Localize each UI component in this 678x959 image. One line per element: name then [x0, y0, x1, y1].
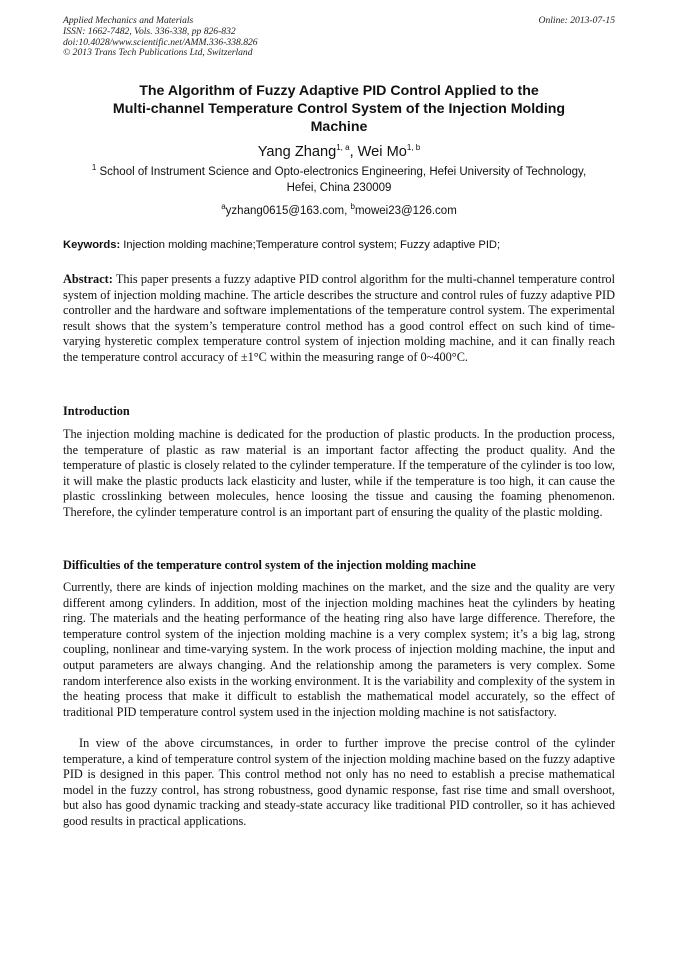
author-emails — [63, 204, 615, 218]
author-separator: , — [349, 144, 358, 160]
email-link[interactable]: yzhang0615@163.com, — [225, 205, 351, 217]
affiliation-superscript: 1 — [91, 163, 97, 173]
section-heading: Difficulties of the temperature control system of the injection molding machine — [63, 558, 476, 572]
author-superscript: 1, b — [406, 143, 421, 153]
affiliation-text: School of Instrument Science and Opto-electronics Engineering, Hefei University of Technology, — [96, 166, 587, 178]
author-name: Wei Mo — [357, 144, 407, 160]
author-superscript: 1, a — [336, 143, 350, 153]
journal-header — [63, 16, 615, 59]
author-name: Yang Zhang — [257, 144, 337, 160]
email-link[interactable]: mowei23@126.com — [354, 205, 457, 217]
paper-title — [63, 82, 615, 136]
keywords-text: Injection molding machine;Temperature control system; Fuzzy adaptive PID; — [120, 239, 501, 251]
paragraph: The injection molding machine is dedicated for the production of plastic products. In the production process, the temperature of plastic as raw material is an important factor affecting the product quality. And the temperature of plastic is closely related to the cylinder temperature. If the temperature of the cylinder is too low, it will make the plastic products lack elasticity and luster, while if the temperature is too high, it can cause the plastic crosslinking between molecules, hence loosing the tissue and causing the foaming phenomenon. Therefore, the cylinder temperature control is an important part of ensuring the quality of the plastic molding. — [63, 427, 615, 519]
paragraph: Currently, there are kinds of injection molding machines on the market, and the size and the quality are very different among cylinders. In addition, most of the injection molding machines heat the cylinders by heating ring. The materials and the heating performance of the heating ring also have large difference. Therefore, the temperature control system of the injection molding machine is a very complex system; it’s a big lag, strong coupling, nonlinear and time-varying system. In the work process of injection molding machine, the input and output parameters are always changing. And the relationship among the parameters is very complex. Some random interference also exists in the working environment. It is the variability and complexity of the system in the heating process that make it difficult to establish the mathematical model accurately, so the effect of traditional PID temperature control system used in the injection molding machine is not satisfactory. — [63, 580, 615, 719]
affiliation — [63, 165, 615, 196]
affiliation-line-1 — [63, 165, 615, 181]
title-line-2: Multi-channel Temperature Control System of the Injection Molding — [112, 101, 566, 117]
journal-doi[interactable]: doi:10.4028/www.scientific.net/AMM.336-338.826 — [63, 36, 258, 48]
affiliation-line-2: Hefei, China 230009 — [286, 181, 392, 194]
keywords-label: Keywords: — [63, 239, 121, 251]
email-superscript: b — [350, 202, 355, 212]
keywords — [63, 238, 615, 252]
online-date: Online: 2013-07-15 — [538, 15, 615, 26]
abstract-label: Abstract: — [63, 272, 113, 286]
section-heading: Introduction — [63, 404, 130, 418]
author-list — [63, 143, 615, 161]
abstract-text: This paper presents a fuzzy adaptive PID control algorithm for the multi-channel temperature control system of injection molding machine. The article describes the structure and control rules of fuzzy adaptive PID controller and the hardware and software implementations of the temperature control system. The experimental result shows that the system’s temperature control method has a good control effect on such kind of time-varying hysteretic complex temperature control system of injection molding machine, and it can finally reach the temperature control accuracy of ±1°C within the measuring range of 0~400°C. — [63, 272, 615, 364]
title-line-3: Machine — [310, 119, 368, 135]
journal-issn: ISSN: 1662-7482, Vols. 336-338, pp 826-832 — [63, 25, 236, 37]
email-superscript: a — [221, 202, 226, 212]
title-line-1: The Algorithm of Fuzzy Adaptive PID Control Applied to the — [139, 83, 539, 99]
abstract — [63, 272, 615, 366]
paragraph: In view of the above circumstances, in order to further improve the precise control of the cylinder temperature, a kind of temperature control system of the injection molding machine based on the fuzzy adaptive PID is designed in this paper. This control method not only has no need to establish a precise mathematical model in the fuzzy control, has strong robustness, good dynamic response, fast rise time and small overshoot, but also has good dynamic tracking and steady-state accuracy like traditional PID controller, so it has achieved good results in practical applications. — [63, 736, 615, 828]
journal-copyright: © 2013 Trans Tech Publications Ltd, Switzerland — [63, 47, 253, 59]
journal-name: Applied Mechanics and Materials — [63, 15, 194, 26]
